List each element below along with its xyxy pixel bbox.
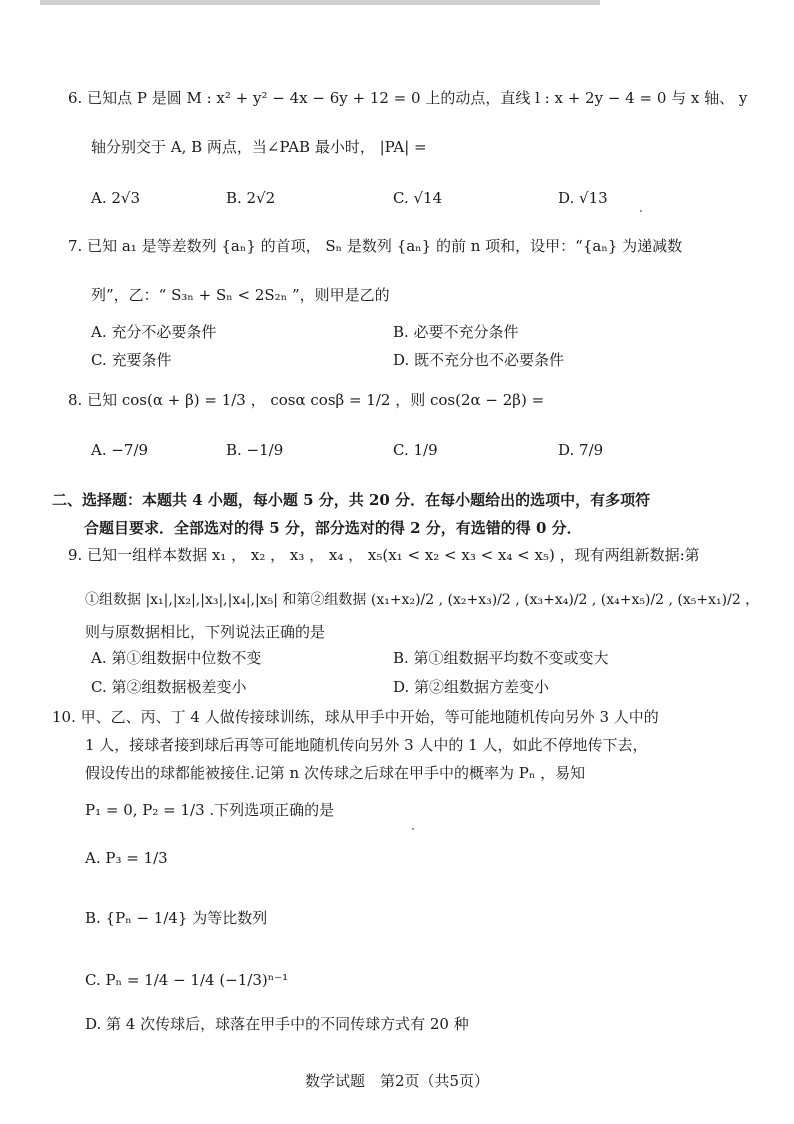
q6-option-a: A. 2√3 — [91, 189, 141, 207]
section2-heading-line1: 二、选择题：本题共 4 小题，每小题 5 分，共 20 分．在每小题给出的选项中，有多项符 — [52, 491, 651, 509]
q8-option-a: A. −7/9 — [91, 441, 149, 459]
q6-option-b: B. 2√2 — [226, 189, 276, 207]
section2-heading-line2: 合题目要求．全部选对的得 5 分，部分选对的得 2 分，有选错的得 0 分． — [84, 519, 582, 537]
q10-option-b: B. {Pₙ − 1/4} 为等比数列 — [85, 909, 268, 927]
q7-option-c: C. 充要条件 — [91, 351, 172, 369]
q9-line3: 则与原数据相比，下列说法正确的是 — [85, 623, 326, 641]
q7-line2: 列”，乙：“ S₃ₙ + Sₙ < 2S₂ₙ ”，则甲是乙的 — [91, 286, 390, 304]
q6-option-c: C. √14 — [393, 189, 443, 207]
q8-option-c: C. 1/9 — [393, 441, 438, 459]
q10-line4: P₁ = 0, P₂ = 1/3 .下列选项正确的是 — [85, 801, 335, 819]
scan-speck — [640, 210, 642, 212]
q9-line1: 9. 已知一组样本数据 x₁ ， x₂ ， x₃ ， x₄ ， x₅(x₁ < x₂ < x₃ < x₄ < x₅) ，现有两组新数据:第 — [68, 546, 700, 564]
q8-line1: 8. 已知 cos(α + β) = 1/3 ， cosα cosβ = 1/2 ，则 cos(2α − 2β) = — [68, 391, 545, 409]
q6-option-d: D. √13 — [558, 189, 608, 207]
q10-line2: 1 人，接球者接到球后再等可能地随机传向另外 3 人中的 1 人，如此不停地传下去， — [85, 736, 648, 754]
q9-option-c: C. 第②组数据极差变小 — [91, 678, 247, 696]
q9-option-a: A. 第①组数据中位数不变 — [91, 649, 262, 667]
q9-line2: ①组数据 |x₁|,|x₂|,|x₃|,|x₄|,|x₅| 和第②组数据 (x₁+x₂)/2 , (x₂+x₃)/2 , (x₃+x₄)/2 , (x₄+x₅)/2 , (x₅+x₁)/2 ， — [85, 592, 760, 608]
scan-artifact — [40, 0, 600, 5]
q6-line2: 轴分别交于 A, B 两点，当∠PAB 最小时， |PA| = — [91, 138, 427, 156]
q9-option-b: B. 第①组数据平均数不变或变大 — [393, 649, 609, 667]
q8-option-d: D. 7/9 — [558, 441, 604, 459]
q10-option-a: A. P₃ = 1/3 — [85, 849, 168, 867]
q9-option-d: D. 第②组数据方差变小 — [393, 678, 550, 696]
q8-option-b: B. −1/9 — [226, 441, 284, 459]
q7-line1: 7. 已知 a₁ 是等差数列 {aₙ} 的首项， Sₙ 是数列 {aₙ} 的前 n 项和，设甲：“{aₙ} 为递减数 — [68, 237, 683, 255]
q10-line1: 10. 甲、乙、丙、丁 4 人做传接球训练，球从甲手中开始，等可能地随机传向另外 3 人中的 — [52, 708, 659, 726]
q7-option-d: D. 既不充分也不必要条件 — [393, 351, 565, 369]
page-footer: 数学试题 第2页（共5页） — [304, 1072, 490, 1090]
q7-option-b: B. 必要不充分条件 — [393, 323, 519, 341]
scan-speck — [412, 828, 414, 830]
q10-option-d: D. 第 4 次传球后，球落在甲手中的不同传球方式有 20 种 — [85, 1015, 469, 1033]
q6-line1: 6. 已知点 P 是圆 M : x² + y² − 4x − 6y + 12 = 0 上的动点，直线 l : x + 2y − 4 = 0 与 x 轴、 y — [68, 89, 748, 107]
q10-option-c: C. Pₙ = 1/4 − 1/4 (−1/3)ⁿ⁻¹ — [85, 971, 289, 989]
q10-line3: 假设传出的球都能被接住.记第 n 次传球之后球在甲手中的概率为 Pₙ ，易知 — [85, 764, 586, 782]
q7-option-a: A. 充分不必要条件 — [91, 323, 217, 341]
